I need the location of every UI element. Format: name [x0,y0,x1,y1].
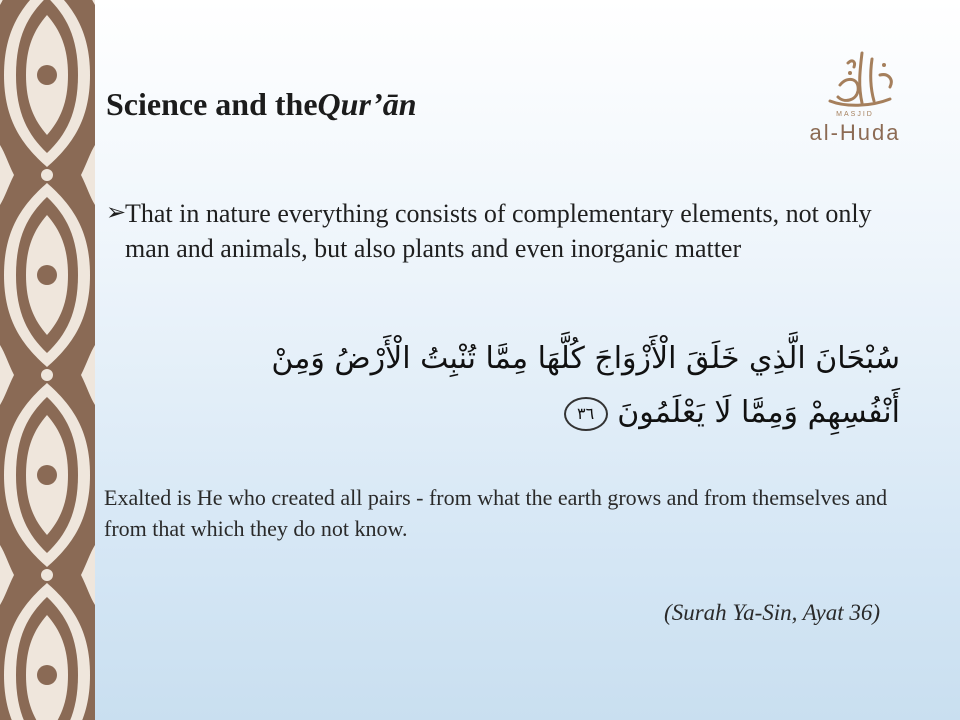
bullet-point [106,196,906,266]
logo-name: al-Huda [809,120,901,145]
slide-title [106,86,417,123]
arabic-verse-line-1: سُبْحَانَ الَّذِي خَلَقَ الْأَزْوَاجَ كُلَّهَا مِمَّا تُنْبِتُ الْأَرْضُ وَمِنْ [271,341,900,376]
logo-subtitle: MASJID [836,111,874,118]
title-prefix: Science and the [106,86,318,122]
decorative-pattern [0,0,95,720]
calligraphy-logo-icon [800,45,910,115]
title-emphasis: Qur’ān [317,86,417,122]
bullet-text: That in nature everything consists of complementary elements, not only man and animals, but also plants and even inorganic matter [125,199,872,263]
ayah-number-badge: ٣٦ [564,397,608,431]
arrow-bullet-icon: ➢ [106,200,127,226]
verse-translation: Exalted is He who created all pairs - from what the earth grows and from themselves and from that which they do not know. [104,485,888,541]
verse-reference: (Surah Ya-Sin, Ayat 36) [664,600,880,625]
arabic-verse-line-2 [200,386,900,440]
arabic-verse [200,332,900,440]
arabic-verse-line-2-text: أَنْفُسِهِمْ وَمِمَّا لَا يَعْلَمُونَ [617,395,900,430]
masjid-logo [800,45,910,155]
